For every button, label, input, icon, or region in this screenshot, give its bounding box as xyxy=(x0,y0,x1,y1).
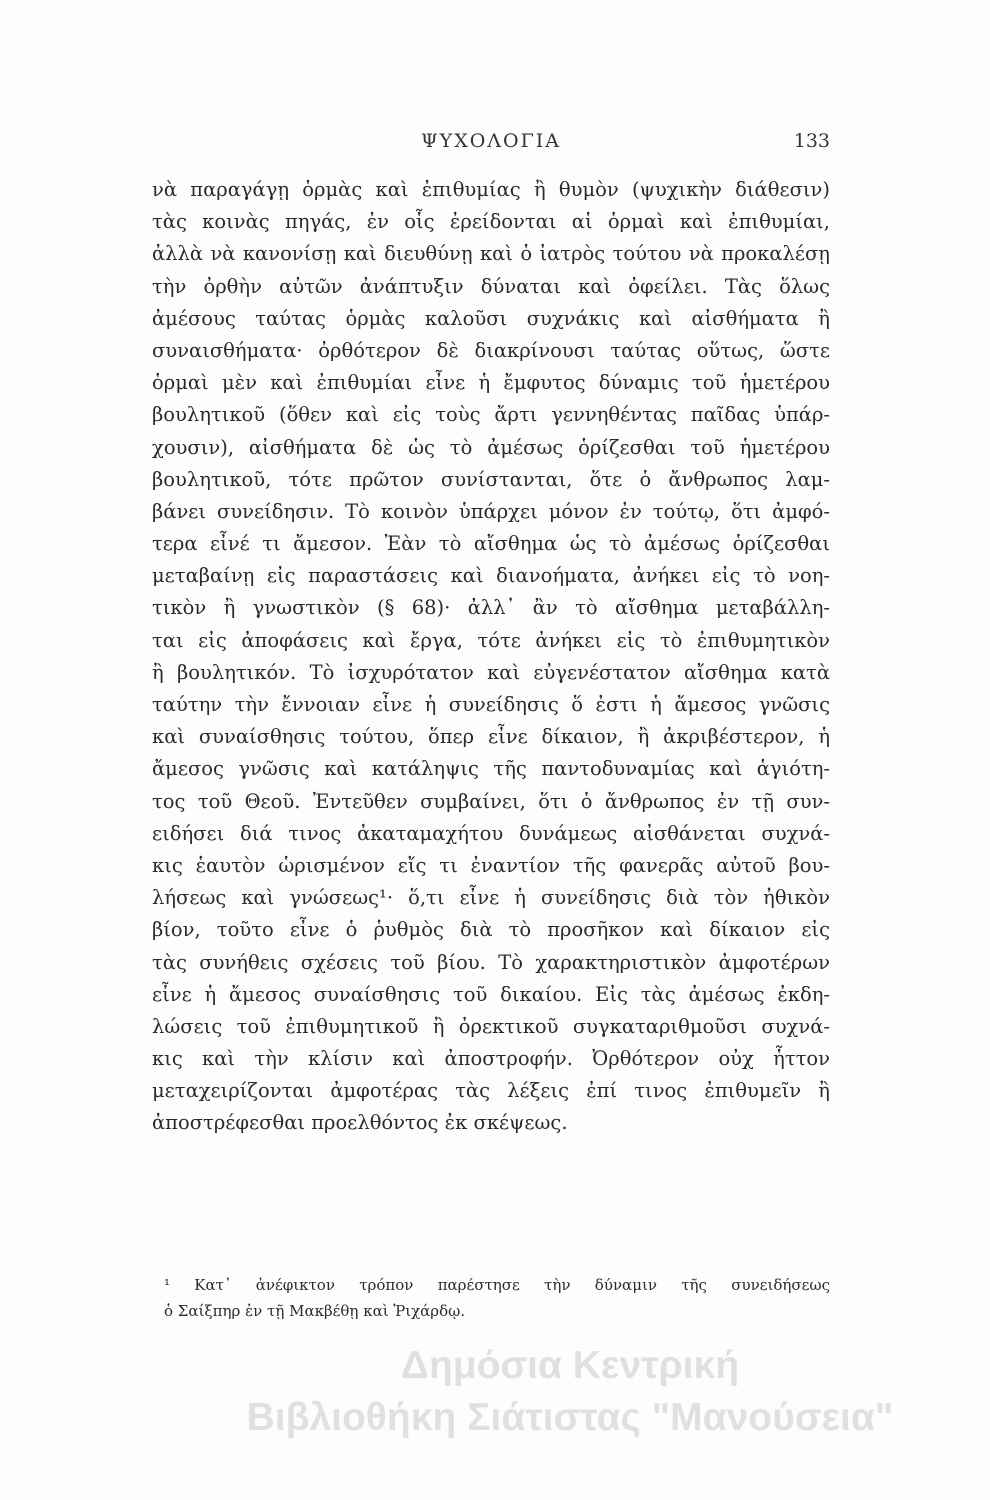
footnotes xyxy=(164,1272,830,1324)
text-line: ἢ βουλητικόν. Τὸ ἰσχυρότατον καὶ εὐγενέστατον αἴσθημα κατὰ xyxy=(152,660,830,684)
text-line: εἶνε ἡ ἄμεσος συναίσθησις τοῦ δικαίου. Εἰς τὰς ἀμέσως ἐκδη- xyxy=(152,982,830,1006)
text-line: νὰ παραγάγῃ ὁρμὰς καὶ ἐπιθυμίας ἢ θυμὸν (ψυχικὴν διάθεσιν) xyxy=(152,178,830,201)
text-line: ἄμεσος γνῶσις καὶ κατάληψις τῆς παντοδυναμίας καὶ ἁγιότη- xyxy=(152,757,830,781)
text-line: μεταβαίνῃ εἰς παραστάσεις καὶ διανοήματα, ἀνήκει εἰς τὸ νοη- xyxy=(152,564,830,588)
text-line: βίον, τοῦτο εἶνε ὁ ῥυθμὸς διὰ τὸ προσῆκον καὶ δίκαιον εἰς xyxy=(152,918,830,942)
watermark-line: Δημόσια Κεντρική xyxy=(400,1344,740,1387)
text-line: ἀποστρέφεσθαι προελθόντος ἐκ σκέψεως. xyxy=(152,1111,568,1135)
text-line: μεταχειρίζονται ἀμφοτέρας τὰς λέξεις ἐπί τινος ἐπιθυμεῖν ἢ xyxy=(152,1079,830,1103)
text-line: βουλητικοῦ, τότε πρῶτον συνίστανται, ὅτε ὁ ἄνθρωπος λαμ- xyxy=(152,467,830,491)
page-header xyxy=(152,130,830,160)
text-line: ἀλλὰ νὰ κανονίσῃ καὶ διευθύνῃ καὶ ὁ ἰατρὸς τούτου νὰ προκαλέσῃ xyxy=(152,242,830,266)
text-line: τὴν ὀρθὴν αὐτῶν ἀνάπτυξιν δύναται καὶ ὀφείλει. Τὰς ὅλως xyxy=(152,274,830,298)
text-line: κις ἑαυτὸν ὡρισμένον εἴς τι ἐναντίον τῆς φανερᾶς αὐτοῦ βου- xyxy=(152,853,830,877)
text-line: ἀμέσους ταύτας ὁρμὰς καλοῦσι συχνάκις καὶ αἰσθήματα ἢ xyxy=(152,306,830,330)
text-line: λήσεως καὶ γνώσεως¹· ὅ,τι εἶνε ἡ συνείδησις διὰ τὸν ἠθικὸν xyxy=(152,886,830,910)
page-number: 133 xyxy=(793,130,830,152)
footnote-line: ὁ Σαίξπηρ ἐν τῇ Μακβέθῃ καὶ Ῥιχάρδῳ. xyxy=(164,1302,466,1320)
text-line: ὁρμαὶ μὲν καὶ ἐπιθυμίαι εἶνε ἡ ἔμφυτος δύναμις τοῦ ἡμετέρου xyxy=(152,371,830,395)
watermark-line: Βιβλιοθήκη Σιάτιστας "Μανούσεια" xyxy=(246,1396,894,1439)
text-line: τος τοῦ Θεοῦ. Ἐντεῦθεν συμβαίνει, ὅτι ὁ ἄνθρωπος ἐν τῇ συν- xyxy=(152,789,830,813)
text-line: ται εἰς ἀποφάσεις καὶ ἔργα, τότε ἀνήκει εἰς τὸ ἐπιθυμητικὸν xyxy=(152,628,830,652)
text-line: τερα εἶνέ τι ἄμεσον. Ἐὰν τὸ αἴσθημα ὡς τὸ ἀμέσως ὁρίζεσθαι xyxy=(152,532,830,556)
text-line: χουσιν), αἰσθήματα δὲ ὡς τὸ ἀμέσως ὁρίζεσθαι τοῦ ἡμετέρου xyxy=(152,435,830,459)
text-line: τικὸν ἢ γνωστικὸν (§ 68)· ἀλλ᾽ ἂν τὸ αἴσθημα μεταβάλλη- xyxy=(152,596,830,620)
running-title: ΨΥΧΟΛΟΓΙΑ xyxy=(420,130,561,152)
text-line: βάνει συνείδησιν. Τὸ κοινὸν ὑπάρχει μόνον ἐν τούτῳ, ὅτι ἀμφό- xyxy=(152,499,830,523)
footnote-line: ¹ Κατ᾽ ἀνέφικτον τρόπον παρέστησε τὴν δύναμιν τῆς συνειδήσεως xyxy=(164,1276,830,1294)
text-line: κις καὶ τὴν κλίσιν καὶ ἀποστροφήν. Ὀρθότερον οὐχ ἧττον xyxy=(152,1047,830,1071)
text-line: συναισθήματα· ὀρθότερον δὲ διακρίνουσι ταύτας οὕτως, ὥστε xyxy=(152,338,830,362)
text-line: βουλητικοῦ (ὅθεν καὶ εἰς τοὺς ἄρτι γεννηθέντας παῖδας ὑπάρ- xyxy=(152,403,830,427)
text-line: λώσεις τοῦ ἐπιθυμητικοῦ ἢ ὀρεκτικοῦ συγκαταριθμοῦσι συχνά- xyxy=(152,1014,830,1038)
text-line: ταύτην τὴν ἔννοιαν εἶνε ἡ συνείδησις ὅ ἐστι ἡ ἄμεσος γνῶσις xyxy=(152,693,830,716)
text-line: τὰς συνήθεις σχέσεις τοῦ βίου. Τὸ χαρακτηριστικὸν ἀμφοτέρων xyxy=(152,950,830,974)
library-watermark xyxy=(190,1340,950,1444)
main-text xyxy=(152,174,830,1140)
text-line: ειδήσει διά τινος ἀκαταμαχήτου δυνάμεως αἰσθάνεται συχνά- xyxy=(152,821,830,845)
text-line: τὰς κοινὰς πηγάς, ἐν οἷς ἐρείδονται αἱ ὁρμαὶ καὶ ἐπιθυμίαι, xyxy=(152,210,830,234)
text-line: καὶ συναίσθησις τούτου, ὅπερ εἶνε δίκαιον, ἢ ἀκριβέστερον, ἡ xyxy=(152,725,830,749)
